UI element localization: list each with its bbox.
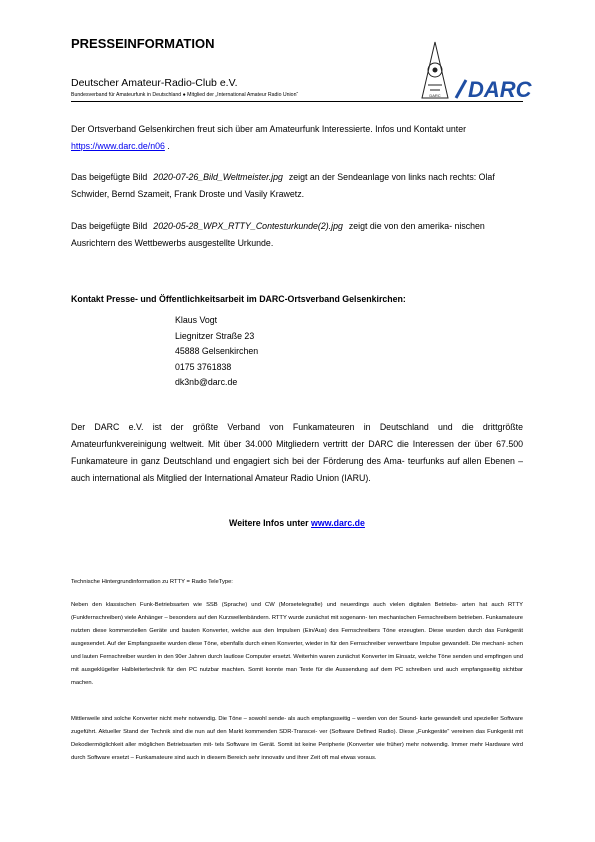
contact-address bbox=[175, 313, 258, 391]
tech-paragraph-2: Mittlerweile sind solche Konverter nicht mehr notwendig. Die Töne – sowohl sende- als auch empfangsseitig – werden von der Sound- karte gewandelt und spezieller Software zugeführt. Aktueller Stand der Technik sind die nun auf den Markt kommenden SDR-Transcei- ver (Software Defined Radio). Diese „Funkgeräte“ vereinen das Funkgerät mit Dekodiermöglichkeit aller möglichen Betriebsarten mit- tels Software im Gerät. Somit ist keine Peripherie (Konverter wie früher) mehr notwendig. Immer mehr Hardware wird durch Software ersetzt – Funkamateure sind auch in diesem Bereich sehr innovativ und ihrer Zeit oft mal etwas voraus. bbox=[71, 716, 523, 761]
photo1-filename: 2020-07-26_Bild_Weltmeister.jpg bbox=[153, 172, 283, 182]
photo1-paragraph bbox=[71, 169, 523, 203]
photo1-before: Das beigefügte Bild bbox=[71, 172, 148, 182]
about-paragraph: Der DARC e.V. ist der größte Verband von Funkamateuren in Deutschland und die drittgrößte Amateurfunkvereinigung weltweit. Mit über 34.000 Mitgliedern vertritt der DARC die Interessen der über 67.500 Funkamateure in ganz Deutschland und engagiert sich bei der Förderung des Ama- teurfunks auf allen Ebenen – auch international als Mitglied der International Amateur Radio Union (IARU). bbox=[71, 422, 523, 483]
logo-wordmark: DARC bbox=[468, 77, 532, 102]
contact-name: Klaus Vogt bbox=[175, 315, 218, 325]
contact-heading: Kontakt Presse- und Öffentlichkeitsarbeit im DARC-Ortsverband Gelsenkirchen: bbox=[71, 294, 406, 304]
contact-city: 45888 Gelsenkirchen bbox=[175, 346, 259, 356]
photo2-before: Das beigefügte Bild bbox=[71, 221, 148, 231]
darc-wordmark bbox=[452, 77, 541, 102]
photo2-after: zeigt die von den amerika- nischen Ausrichtern des Wettbewerbs ausgestellte Urkunde. bbox=[71, 221, 485, 248]
darc-logo bbox=[418, 40, 543, 102]
tech-heading: Technische Hintergrundinformation zu RTTY = Radio TeleType: bbox=[71, 579, 233, 585]
seal-text: DARC bbox=[429, 93, 441, 98]
intro-paragraph bbox=[71, 121, 523, 155]
organization-name: Deutscher Amateur-Radio-Club e.V. bbox=[71, 77, 238, 89]
ov-link[interactable]: https://www.darc.de/n06 bbox=[71, 141, 165, 151]
more-info bbox=[71, 518, 523, 528]
contact-street: Liegnitzer Straße 23 bbox=[175, 330, 255, 341]
darc-link[interactable]: www.darc.de bbox=[311, 518, 365, 528]
tech-paragraph-1: Neben den klassischen Funk-Betriebsarten wie SSB (Sprache) und CW (Morsetelegrafie) und neuerdings auch vielen digitalen Betriebs- arten hat auch RTTY (Funkfernschreiben) viele Anhänger – besonders auf den Kurzwellenbändern. RTTY wurde zunächst mit sogenann- ten mechanischen Fernschreibern betrieben. Funkamateure nutzten diese kommerziellen Geräte und bauten Konverter, welche aus den Impulsen (Ein/Aus) des Fernschreibers Töne erzeugten. Diese wurden durch das Funkgerät ausgesendet. Auf der Empfangsseite wurden diese Töne, ebenfalls durch einen Konverter, wieder in für den Fernschreiber verwertbare Impulse gewandelt. Die mechani- schen und lauten Fernschreiber wurden in den 90er Jahren durch lautlose Computer ersetzt. Weiterhin waren zunächst Konverter im Einsatz, welche Töne senden und empfingen und mit ausgeklügelter Halbleitertechnik für den PC nutzbar machten. Somit konnte man Texte für die Aussendung auf dem PC schreiben und auch empfangsseitig sichtbar machen. bbox=[71, 602, 523, 686]
contact-phone: 0175 3761838 bbox=[175, 361, 232, 372]
photo1-after: zeigt an der Sendeanlage von links nach rechts: Olaf Schwider, Bernd Szameit, Frank Droste und Vasily Krawetz. bbox=[71, 172, 495, 199]
intro-tail: . bbox=[164, 141, 170, 151]
more-info-prefix: Weitere Infos unter bbox=[229, 518, 312, 528]
intro-text: Der Ortsverband Gelsenkirchen freut sich über am Amateurfunk Interessierte. Infos und Kontakt unter bbox=[71, 124, 467, 134]
darc-seal-icon bbox=[422, 42, 448, 98]
photo2-paragraph bbox=[71, 218, 523, 252]
photo2-filename: 2020-05-28_WPX_RTTY_Contesturkunde(2).jpg bbox=[153, 221, 343, 231]
contact-email: dk3nb@darc.de bbox=[175, 377, 238, 387]
page-title: PRESSEINFORMATION bbox=[71, 36, 215, 51]
organization-subline: Bundesverband für Amateurfunk in Deutschland ● Mitglied der „International Amateur Radio Union“ bbox=[71, 92, 299, 98]
